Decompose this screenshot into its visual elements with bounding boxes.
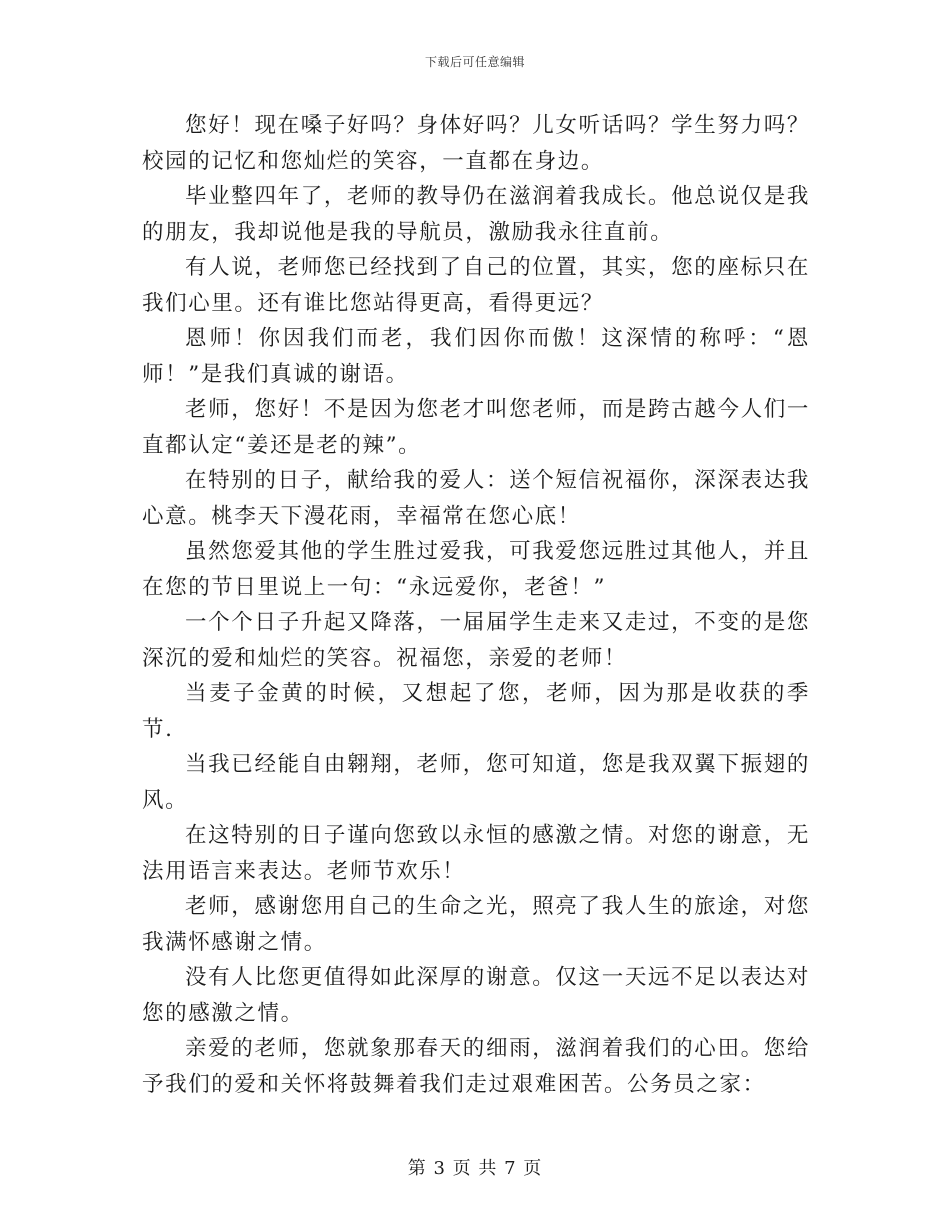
paragraph: 老师，您好！不是因为您老才叫您老师，而是跨古越今人们一直都认定“姜还是老的辣”。 (142, 397, 810, 458)
paragraph: 毕业整四年了，老师的教导仍在滋润着我成长。他总说仅是我的朋友，我却说他是我的导航员，激励我永往直前。 (142, 184, 810, 245)
document-body (142, 108, 810, 1102)
page-number: 第 3 页 共 7 页 (407, 1158, 543, 1179)
paragraph: 当麦子金黄的时候，又想起了您，老师，因为那是收获的季节. (142, 681, 810, 742)
paragraph: 老师，感谢您用自己的生命之光，照亮了我人生的旅途，对您我满怀感谢之情。 (142, 894, 810, 955)
paragraph: 恩师！你因我们而老，我们因你而傲！这深情的称呼：“恩师！”是我们真诚的谢语。 (142, 326, 810, 387)
paragraph: 您好！现在嗓子好吗？身体好吗？儿女听话吗？学生努力吗？校园的记忆和您灿烂的笑容，一直都在身边。 (142, 113, 810, 174)
paragraph: 在特别的日子，献给我的爱人：送个短信祝福你，深深表达我心意。桃李天下漫花雨，幸福常在您心底！ (142, 468, 810, 529)
paragraph: 当我已经能自由翱翔，老师，您可知道，您是我双翼下振翅的风。 (142, 752, 810, 813)
paragraph: 有人说，老师您已经找到了自己的位置，其实，您的座标只在我们心里。还有谁比您站得更高，看得更远？ (142, 255, 810, 316)
paragraph: 虽然您爱其他的学生胜过爱我，可我爱您远胜过其他人，并且在您的节日里说上一句：“永远爱你，老爸！” (142, 539, 810, 600)
paragraph: 在这特别的日子谨向您致以永恒的感激之情。对您的谢意，无法用语言来表达。老师节欢乐！ (142, 823, 810, 884)
paragraph: 亲爱的老师，您就象那春天的细雨，滋润着我们的心田。您给予我们的爱和关怀将鼓舞着我们走过艰难困苦。公务员之家： (142, 1036, 810, 1097)
paragraph: 一个个日子升起又降落，一届届学生走来又走过，不变的是您深沉的爱和灿烂的笑容。祝福您，亲爱的老师！ (142, 610, 810, 671)
paragraph: 没有人比您更值得如此深厚的谢意。仅这一天远不足以表达对您的感激之情。 (142, 965, 810, 1026)
page-header-note: 下载后可任意编辑 (424, 55, 525, 69)
